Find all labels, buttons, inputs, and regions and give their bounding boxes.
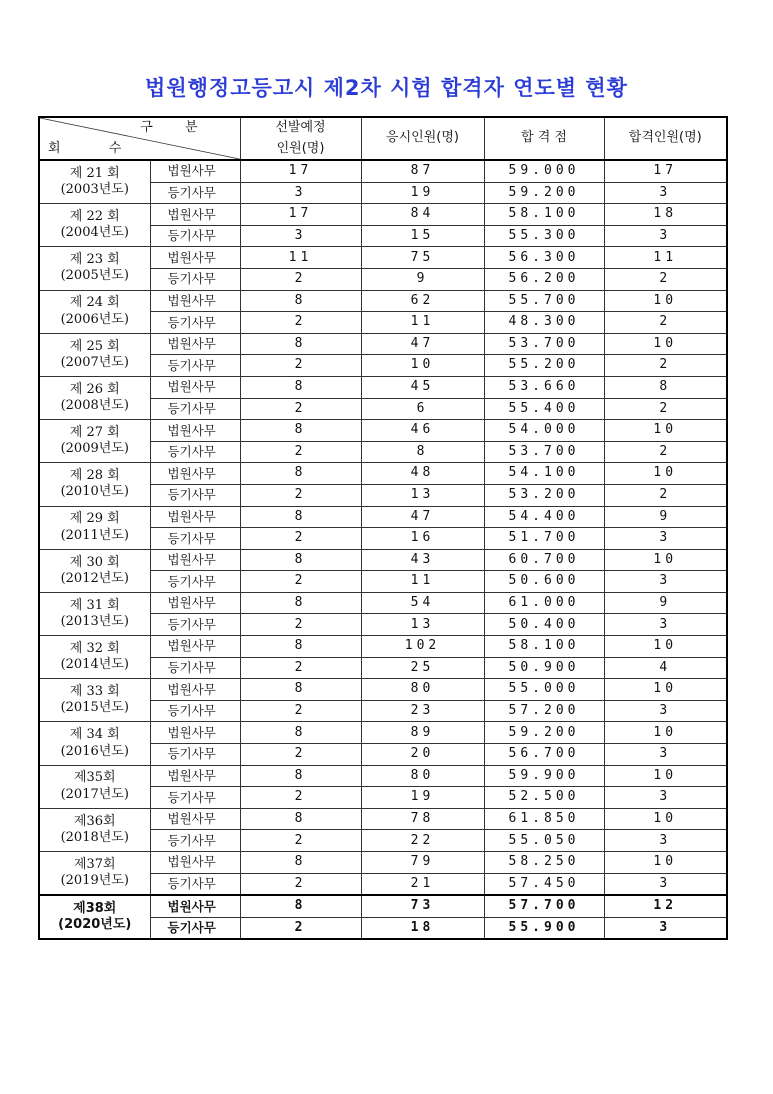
plan-cell: 2 (240, 268, 361, 290)
passed-cell: 9 (604, 592, 727, 614)
passed-cell: 3 (604, 571, 727, 593)
round-cell (39, 895, 150, 939)
round-cell (39, 420, 150, 463)
applicants-cell: 25 (361, 657, 484, 679)
round-year: (2014년도) (60, 657, 129, 673)
plan-cell: 2 (240, 571, 361, 593)
passed-cell: 3 (604, 873, 727, 895)
category-cell: 법원사무 (150, 204, 240, 226)
passed-cell: 3 (604, 744, 727, 766)
applicants-cell: 11 (361, 312, 484, 334)
category-cell: 등기사무 (150, 873, 240, 895)
passed-cell: 18 (604, 204, 727, 226)
applicants-cell: 87 (361, 160, 484, 182)
applicants-cell: 13 (361, 614, 484, 636)
round-label: 제 28 회 (69, 468, 120, 484)
passed-cell: 10 (604, 290, 727, 312)
round-year: (2018년도) (60, 829, 129, 845)
score-cell: 59.900 (484, 765, 604, 787)
passed-cell: 10 (604, 679, 727, 701)
passed-cell: 3 (604, 787, 727, 809)
category-cell: 법원사무 (150, 636, 240, 658)
passed-cell: 2 (604, 355, 727, 377)
category-cell: 법원사무 (150, 895, 240, 917)
round-label: 제37회 (73, 856, 116, 872)
table-row (39, 333, 727, 355)
round-label: 제 21 회 (69, 165, 120, 181)
applicants-cell: 78 (361, 808, 484, 830)
plan-cell: 2 (240, 484, 361, 506)
plan-cell: 8 (240, 852, 361, 874)
score-cell: 55.300 (484, 225, 604, 247)
plan-cell: 11 (240, 247, 361, 269)
round-cell (39, 592, 150, 635)
score-cell: 55.000 (484, 679, 604, 701)
applicants-cell: 20 (361, 744, 484, 766)
score-cell: 59.200 (484, 182, 604, 204)
plan-cell: 2 (240, 830, 361, 852)
plan-cell: 2 (240, 657, 361, 679)
round-year: (2004년도) (60, 225, 129, 241)
round-label: 제 25 회 (69, 338, 120, 354)
score-cell: 54.100 (484, 463, 604, 485)
score-cell: 55.050 (484, 830, 604, 852)
plan-cell: 8 (240, 808, 361, 830)
round-year: (2013년도) (60, 613, 129, 629)
passed-cell: 10 (604, 808, 727, 830)
category-cell: 법원사무 (150, 549, 240, 571)
applicants-cell: 89 (361, 722, 484, 744)
score-cell: 51.700 (484, 528, 604, 550)
category-cell: 법원사무 (150, 376, 240, 398)
plan-cell: 8 (240, 679, 361, 701)
score-cell: 57.700 (484, 895, 604, 917)
round-year: (2009년도) (60, 441, 129, 457)
passed-cell: 10 (604, 765, 727, 787)
round-label: 제 32 회 (69, 640, 120, 656)
category-cell: 등기사무 (150, 268, 240, 290)
round-year: (2012년도) (60, 570, 129, 586)
category-cell: 등기사무 (150, 312, 240, 334)
round-label: 제 33 회 (69, 684, 120, 700)
plan-cell: 2 (240, 355, 361, 377)
round-label: 제 34 회 (69, 727, 120, 743)
round-label: 제 31 회 (69, 597, 120, 613)
table-row (39, 160, 727, 182)
passed-cell: 12 (604, 895, 727, 917)
score-cell: 50.600 (484, 571, 604, 593)
applicants-cell: 23 (361, 700, 484, 722)
plan-cell: 3 (240, 225, 361, 247)
passed-cell: 3 (604, 700, 727, 722)
round-cell (39, 463, 150, 506)
category-cell: 등기사무 (150, 917, 240, 939)
passed-cell: 4 (604, 657, 727, 679)
applicants-cell: 80 (361, 679, 484, 701)
score-cell: 60.700 (484, 549, 604, 571)
applicants-cell: 102 (361, 636, 484, 658)
passed-cell: 3 (604, 830, 727, 852)
round-label: 제 24 회 (69, 295, 120, 311)
plan-cell: 2 (240, 700, 361, 722)
passed-cell: 10 (604, 420, 727, 442)
passed-cell: 2 (604, 398, 727, 420)
category-cell: 법원사무 (150, 333, 240, 355)
category-cell: 법원사무 (150, 506, 240, 528)
applicants-cell: 21 (361, 873, 484, 895)
header-seonbal (240, 117, 361, 160)
round-label: 제 26 회 (69, 381, 120, 397)
round-label: 제 30 회 (69, 554, 120, 570)
score-cell: 55.400 (484, 398, 604, 420)
round-cell (39, 679, 150, 722)
round-year: (2020년도) (58, 917, 132, 933)
plan-cell: 2 (240, 787, 361, 809)
header-row (39, 117, 727, 160)
round-year: (2010년도) (60, 484, 129, 500)
plan-cell: 8 (240, 549, 361, 571)
applicants-cell: 6 (361, 398, 484, 420)
passed-cell: 3 (604, 182, 727, 204)
score-cell: 61.850 (484, 808, 604, 830)
passed-cell: 2 (604, 312, 727, 334)
round-cell (39, 376, 150, 419)
table-row (39, 420, 727, 442)
passed-cell: 2 (604, 268, 727, 290)
round-year: (2019년도) (60, 873, 129, 889)
applicants-cell: 11 (361, 571, 484, 593)
score-cell: 55.700 (484, 290, 604, 312)
category-cell: 등기사무 (150, 398, 240, 420)
plan-cell: 2 (240, 312, 361, 334)
header-seonbal-line2: 인원(명) (276, 140, 325, 156)
plan-cell: 2 (240, 917, 361, 939)
score-cell: 61.000 (484, 592, 604, 614)
table-row (39, 636, 727, 658)
applicants-cell: 13 (361, 484, 484, 506)
applicants-cell: 84 (361, 204, 484, 226)
category-cell: 등기사무 (150, 571, 240, 593)
applicants-cell: 8 (361, 441, 484, 463)
applicants-cell: 80 (361, 765, 484, 787)
score-cell: 48.300 (484, 312, 604, 334)
category-cell: 등기사무 (150, 528, 240, 550)
plan-cell: 17 (240, 160, 361, 182)
passed-cell: 10 (604, 463, 727, 485)
applicants-cell: 15 (361, 225, 484, 247)
round-cell (39, 765, 150, 808)
passed-cell: 10 (604, 333, 727, 355)
table-row (39, 247, 727, 269)
table-row (39, 592, 727, 614)
passed-cell: 3 (604, 614, 727, 636)
round-label: 제36회 (73, 813, 116, 829)
score-cell: 57.450 (484, 873, 604, 895)
score-cell: 58.100 (484, 636, 604, 658)
score-cell: 57.200 (484, 700, 604, 722)
plan-cell: 3 (240, 182, 361, 204)
plan-cell: 17 (240, 204, 361, 226)
score-cell: 53.700 (484, 333, 604, 355)
header-eungsi: 응시인원(명) (361, 117, 484, 160)
applicants-cell: 48 (361, 463, 484, 485)
applicants-cell: 79 (361, 852, 484, 874)
round-label: 제35회 (73, 770, 116, 786)
plan-cell: 2 (240, 614, 361, 636)
round-year: (2008년도) (60, 398, 129, 414)
score-cell: 58.100 (484, 204, 604, 226)
score-cell: 50.400 (484, 614, 604, 636)
header-hapgyeokjeom: 합 격 점 (484, 117, 604, 160)
round-cell (39, 160, 150, 204)
category-cell: 등기사무 (150, 830, 240, 852)
score-cell: 54.000 (484, 420, 604, 442)
round-label: 제 23 회 (69, 252, 120, 268)
table-row (39, 463, 727, 485)
score-cell: 52.500 (484, 787, 604, 809)
category-cell: 등기사무 (150, 484, 240, 506)
passed-cell: 8 (604, 376, 727, 398)
score-cell: 56.200 (484, 268, 604, 290)
score-cell: 54.400 (484, 506, 604, 528)
passed-cell: 17 (604, 160, 727, 182)
round-cell (39, 247, 150, 290)
round-year: (2016년도) (60, 743, 129, 759)
round-cell (39, 722, 150, 765)
plan-cell: 8 (240, 765, 361, 787)
round-year: (2011년도) (60, 527, 129, 543)
score-cell: 55.200 (484, 355, 604, 377)
round-cell (39, 636, 150, 679)
header-hapgyeok: 합격인원(명) (604, 117, 727, 160)
score-cell: 56.300 (484, 247, 604, 269)
category-cell: 법원사무 (150, 247, 240, 269)
score-cell: 56.700 (484, 744, 604, 766)
plan-cell: 2 (240, 441, 361, 463)
table-row (39, 506, 727, 528)
plan-cell: 2 (240, 528, 361, 550)
table-row (39, 679, 727, 701)
header-gubun: 구 분 (140, 120, 212, 135)
category-cell: 등기사무 (150, 657, 240, 679)
category-cell: 등기사무 (150, 744, 240, 766)
category-cell: 법원사무 (150, 592, 240, 614)
plan-cell: 2 (240, 744, 361, 766)
category-cell: 법원사무 (150, 722, 240, 744)
score-cell: 58.250 (484, 852, 604, 874)
round-cell (39, 852, 150, 896)
round-year: (2017년도) (60, 786, 129, 802)
passed-cell: 2 (604, 441, 727, 463)
score-cell: 53.700 (484, 441, 604, 463)
round-cell (39, 290, 150, 333)
applicants-cell: 46 (361, 420, 484, 442)
plan-cell: 8 (240, 463, 361, 485)
category-cell: 법원사무 (150, 420, 240, 442)
category-cell: 법원사무 (150, 808, 240, 830)
category-cell: 법원사무 (150, 852, 240, 874)
passed-cell: 10 (604, 549, 727, 571)
category-cell: 등기사무 (150, 614, 240, 636)
category-cell: 법원사무 (150, 160, 240, 182)
round-label: 제 27 회 (69, 424, 120, 440)
score-cell: 59.000 (484, 160, 604, 182)
applicants-cell: 43 (361, 549, 484, 571)
round-cell (39, 204, 150, 247)
category-cell: 법원사무 (150, 463, 240, 485)
round-label: 제 22 회 (69, 209, 120, 225)
plan-cell: 2 (240, 398, 361, 420)
table-row (39, 376, 727, 398)
table-row (39, 852, 727, 874)
table-row (39, 290, 727, 312)
category-cell: 법원사무 (150, 765, 240, 787)
passed-cell: 9 (604, 506, 727, 528)
passed-cell: 10 (604, 636, 727, 658)
plan-cell: 8 (240, 506, 361, 528)
applicants-cell: 73 (361, 895, 484, 917)
table-row (39, 808, 727, 830)
applicants-cell: 47 (361, 333, 484, 355)
category-cell: 등기사무 (150, 787, 240, 809)
category-cell: 등기사무 (150, 355, 240, 377)
plan-cell: 8 (240, 333, 361, 355)
plan-cell: 8 (240, 376, 361, 398)
category-cell: 등기사무 (150, 182, 240, 204)
applicants-cell: 9 (361, 268, 484, 290)
applicants-cell: 22 (361, 830, 484, 852)
plan-cell: 2 (240, 873, 361, 895)
category-cell: 법원사무 (150, 679, 240, 701)
round-label: 제38회 (73, 901, 117, 917)
plan-cell: 8 (240, 420, 361, 442)
score-cell: 53.660 (484, 376, 604, 398)
passed-cell: 2 (604, 484, 727, 506)
round-year: (2003년도) (60, 182, 129, 198)
table-body (39, 160, 727, 939)
plan-cell: 8 (240, 290, 361, 312)
passed-cell: 10 (604, 722, 727, 744)
applicants-cell: 62 (361, 290, 484, 312)
applicants-cell: 10 (361, 355, 484, 377)
plan-cell: 8 (240, 722, 361, 744)
applicants-cell: 47 (361, 506, 484, 528)
applicants-cell: 18 (361, 917, 484, 939)
passed-cell: 11 (604, 247, 727, 269)
round-year: (2006년도) (60, 311, 129, 327)
score-cell: 50.900 (484, 657, 604, 679)
round-cell (39, 549, 150, 592)
applicants-cell: 75 (361, 247, 484, 269)
plan-cell: 8 (240, 895, 361, 917)
score-cell: 55.900 (484, 917, 604, 939)
applicants-cell: 19 (361, 787, 484, 809)
round-year: (2007년도) (60, 354, 129, 370)
score-cell: 53.200 (484, 484, 604, 506)
page-title: 법원행정고등고시 제2차 시험 합격자 연도별 현황 (145, 76, 628, 100)
table-row (39, 204, 727, 226)
round-year: (2015년도) (60, 700, 129, 716)
round-cell (39, 808, 150, 851)
score-cell: 59.200 (484, 722, 604, 744)
round-label: 제 29 회 (69, 511, 120, 527)
passed-cell: 3 (604, 917, 727, 939)
table-row (39, 549, 727, 571)
diagonal-header-cell (39, 117, 240, 160)
round-year: (2005년도) (60, 268, 129, 284)
applicants-cell: 19 (361, 182, 484, 204)
header-hoesu: 회 수 (48, 140, 144, 156)
passed-cell: 3 (604, 225, 727, 247)
results-table (38, 116, 728, 940)
applicants-cell: 45 (361, 376, 484, 398)
passed-cell: 3 (604, 528, 727, 550)
round-cell (39, 506, 150, 549)
table-row (39, 722, 727, 744)
applicants-cell: 54 (361, 592, 484, 614)
passed-cell: 10 (604, 852, 727, 874)
category-cell: 등기사무 (150, 441, 240, 463)
table-row (39, 895, 727, 917)
header-seonbal-line1: 선발예정 (275, 120, 326, 136)
applicants-cell: 16 (361, 528, 484, 550)
category-cell: 등기사무 (150, 700, 240, 722)
round-cell (39, 333, 150, 376)
table-row (39, 765, 727, 787)
plan-cell: 8 (240, 636, 361, 658)
category-cell: 법원사무 (150, 290, 240, 312)
plan-cell: 8 (240, 592, 361, 614)
category-cell: 등기사무 (150, 225, 240, 247)
